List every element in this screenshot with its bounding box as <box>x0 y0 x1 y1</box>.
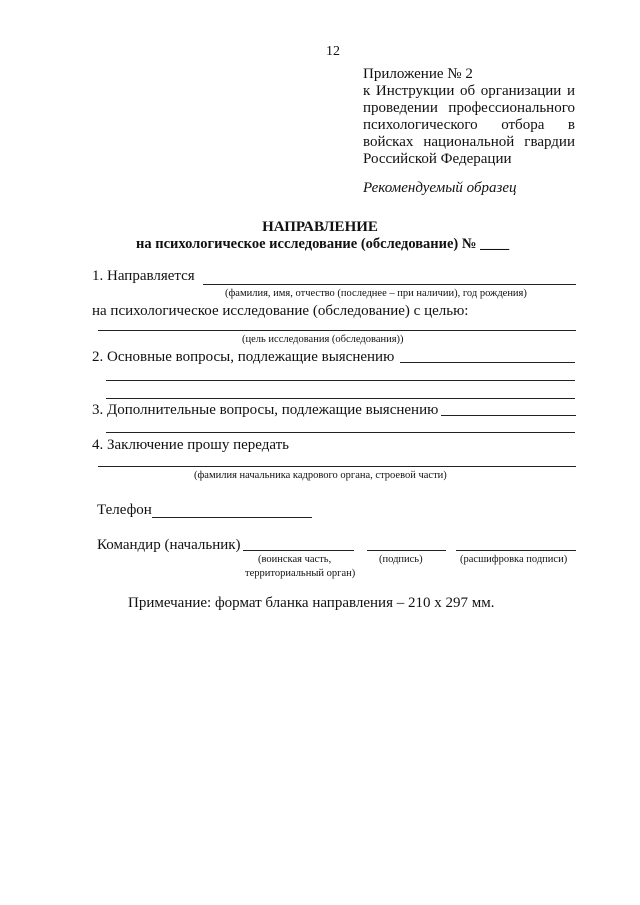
unit-caption-line1: (воинская часть, <box>258 554 332 565</box>
main-questions-line-3[interactable] <box>106 398 575 399</box>
item1-label: 1. Направляется <box>92 268 195 284</box>
purpose-caption: (цель исследования (обследования)) <box>242 334 404 345</box>
item4-label: 4. Заключение прошу передать <box>92 437 290 453</box>
document-subtitle: на психологическое исследование (обследование) № ____ <box>136 236 510 252</box>
appendix-line: Приложение № 2 <box>363 66 473 82</box>
appendix-line: проведении профессионального <box>363 100 575 116</box>
appendix-line: к Инструкции об организации и <box>363 83 575 99</box>
phone-label: Телефон <box>97 502 152 518</box>
hr-head-caption: (фамилия начальника кадрового органа, строевой части) <box>194 470 447 481</box>
signature-caption: (подпись) <box>379 554 423 565</box>
format-note: Примечание: формат бланка направления – 210 х 297 мм. <box>128 595 495 611</box>
main-questions-line-1[interactable] <box>400 362 575 363</box>
unit-caption-line2: территориальный орган) <box>245 568 356 579</box>
appendix-line: психологического отбора в <box>363 117 575 133</box>
signature-field-line[interactable] <box>367 550 446 551</box>
appendix-line: войсках национальной гвардии <box>363 134 575 150</box>
item3-label: 3. Дополнительные вопросы, подлежащие выяснению <box>92 402 439 418</box>
phone-field-line[interactable] <box>152 517 312 518</box>
document-title: НАПРАВЛЕНИЕ <box>262 219 378 235</box>
purpose-field-line[interactable] <box>98 330 576 331</box>
appendix-line: Российской Федерации <box>363 151 512 167</box>
additional-questions-line-1[interactable] <box>441 415 576 416</box>
sample-label: Рекомендуемый образец <box>363 180 517 196</box>
page-number: 12 <box>326 44 340 59</box>
hr-head-field-line[interactable] <box>98 466 576 467</box>
signature-decoding-field-line[interactable] <box>456 550 576 551</box>
appendix-header <box>363 66 575 168</box>
main-questions-line-2[interactable] <box>106 380 575 381</box>
item2-label: 2. Основные вопросы, подлежащие выяснению <box>92 349 395 365</box>
fullname-caption: (фамилия, имя, отчество (последнее – при наличии), год рождения) <box>225 288 527 299</box>
commander-label: Командир (начальник) <box>97 537 241 553</box>
additional-questions-line-2[interactable] <box>106 432 575 433</box>
unit-field-line[interactable] <box>243 550 354 551</box>
signature-decoding-caption: (расшифровка подписи) <box>460 554 568 565</box>
item1-continuation: на психологическое исследование (обследование) с целью: <box>92 303 469 319</box>
fullname-field-line[interactable] <box>203 284 576 285</box>
